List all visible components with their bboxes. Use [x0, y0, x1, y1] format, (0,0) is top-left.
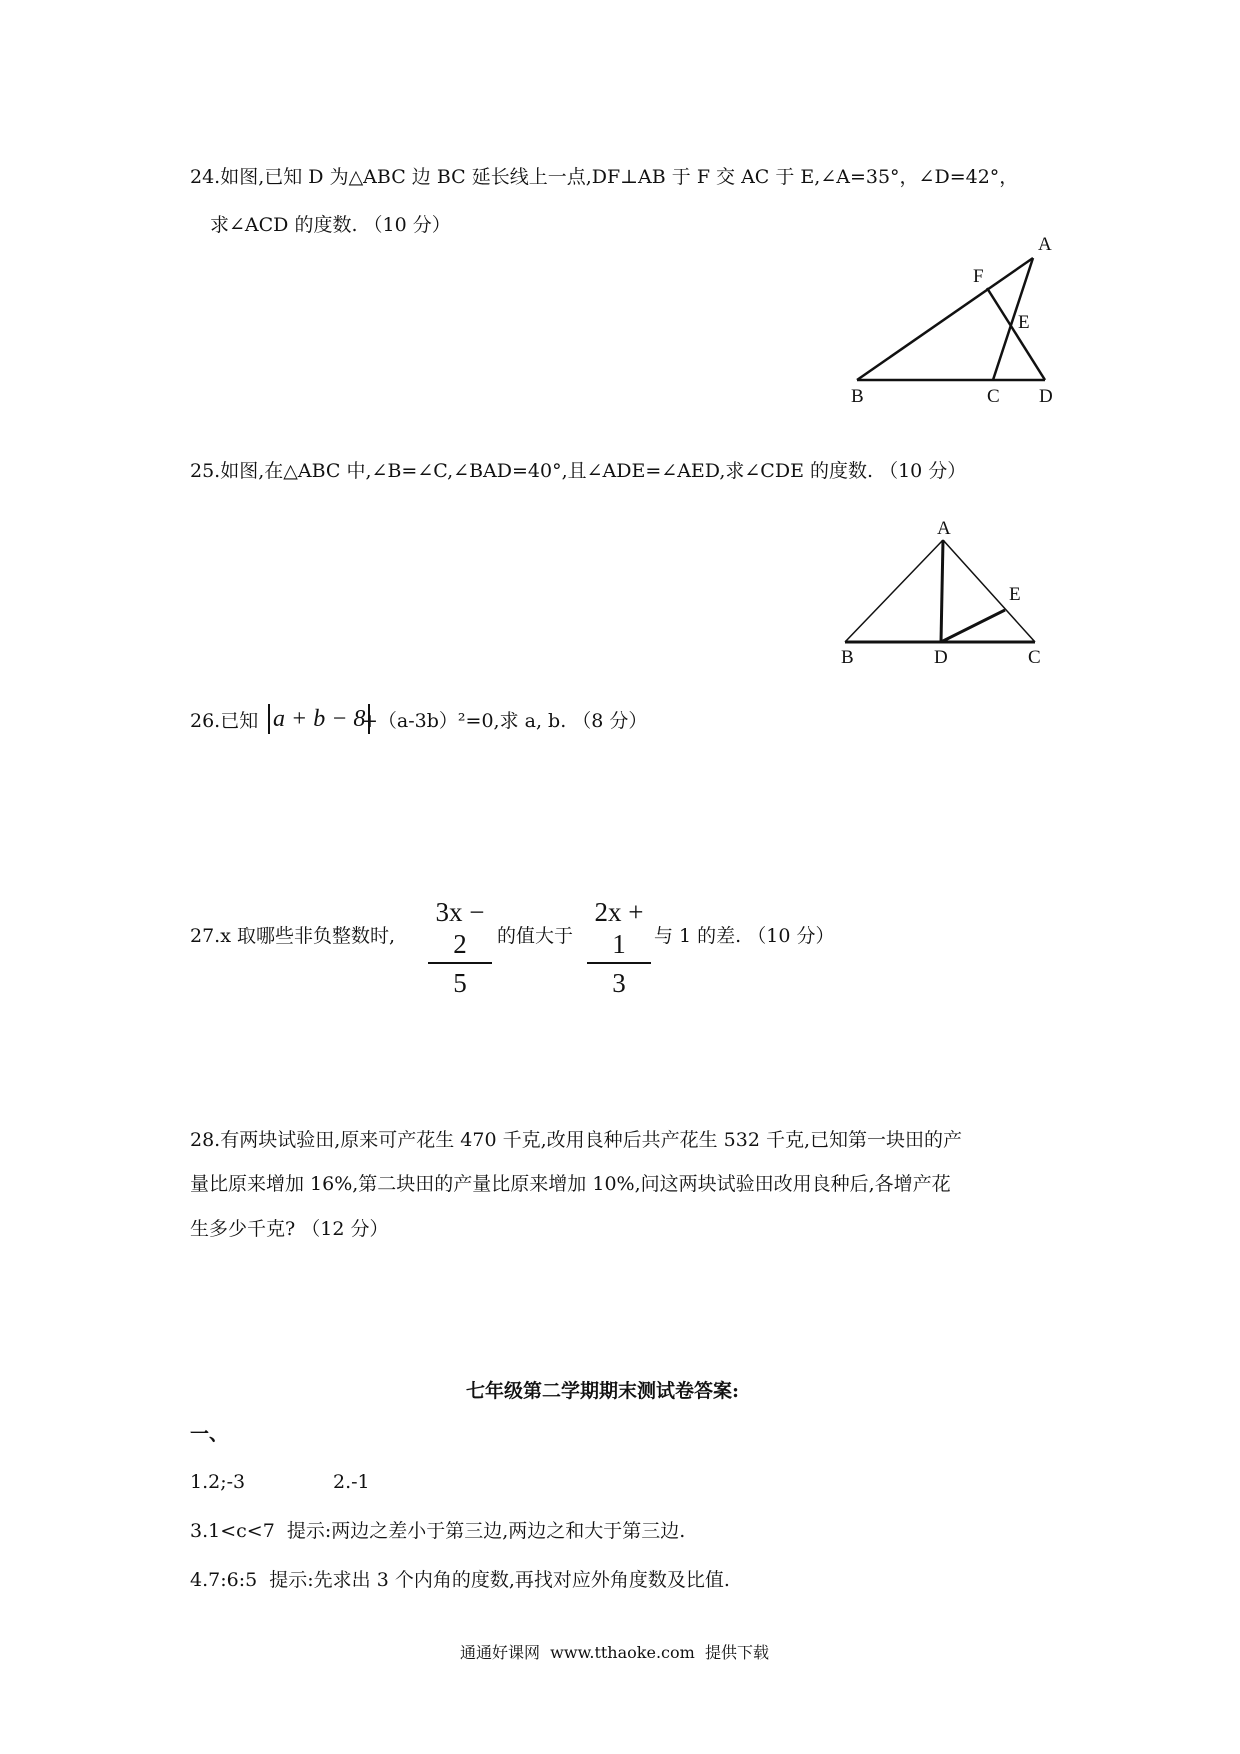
q27-fraction-2	[587, 896, 651, 999]
answers-section-heading: 一、	[190, 1423, 229, 1445]
q27-middle: 的值大于	[497, 925, 574, 947]
q25-label-D: D	[934, 647, 948, 668]
q27-fraction-1-bar	[428, 962, 492, 964]
q24-figure	[835, 230, 1055, 410]
q28-line3: 生多少千克? （12 分）	[190, 1218, 389, 1240]
q27-fraction-1-numerator: 3x − 2	[435, 897, 485, 960]
q24-label-B: B	[851, 386, 864, 407]
q24-label-F: F	[973, 266, 984, 287]
q26-suffix: +（a-3b）²=0,求 a, b. （8 分）	[362, 710, 648, 732]
q28-line2: 量比原来增加 16%,第二块田的产量比原来增加 10%,问这两块试验田改用良种后,各增产花	[190, 1173, 951, 1195]
answer-1: 1.2;-3	[190, 1471, 246, 1493]
q25-segment-DE	[941, 610, 1005, 642]
answers-title: 七年级第二学期期末测试卷答案:	[466, 1380, 740, 1402]
page-footer: 通通好课网 www.tthaoke.com 提供下载	[460, 1643, 769, 1662]
answer-4: 4.7:6:5 提示:先求出 3 个内角的度数,再找对应外角度数及比值.	[190, 1569, 730, 1591]
answer-2: 2.-1	[333, 1471, 370, 1493]
q24-label-A: A	[1038, 234, 1052, 255]
q24-label-C: C	[987, 386, 1000, 407]
q24-line2: 求∠ACD 的度数. （10 分）	[210, 214, 451, 236]
q25-label-C: C	[1028, 647, 1041, 668]
q25-line1: 25.如图,在△ABC 中,∠B=∠C,∠BAD=40°,且∠ADE=∠AED,求∠CDE 的度数. （10 分）	[190, 460, 967, 482]
q27-suffix: 与 1 的差. （10 分）	[654, 925, 835, 947]
q26-absolute-value: a + b − 8	[268, 704, 370, 734]
q27-fraction-1-denominator: 5	[453, 967, 467, 998]
q25-segment-AC	[943, 540, 1035, 642]
q25-label-A: A	[937, 518, 951, 539]
q24-segment-FD	[987, 288, 1045, 380]
q25-label-E: E	[1009, 584, 1021, 605]
q27-fraction-2-bar	[587, 962, 651, 964]
q24-line1: 24.如图,已知 D 为△ABC 边 BC 延长线上一点,DF⊥AB 于 F 交 AC 于 E,∠A=35°，∠D=42°，	[190, 166, 1019, 188]
q25-segment-AB	[845, 540, 943, 642]
q25-figure	[835, 510, 1045, 670]
q25-segment-AD	[941, 540, 943, 642]
q27-prefix: 27.x 取哪些非负整数时,	[190, 925, 396, 947]
q26-prefix: 26.已知	[190, 710, 259, 732]
answer-3: 3.1<c<7 提示:两边之差小于第三边,两边之和大于第三边.	[190, 1520, 686, 1542]
q28-line1: 28.有两块试验田,原来可产花生 470 千克,改用良种后共产花生 532 千克,已知第一块田的产	[190, 1129, 963, 1151]
q27-fraction-2-numerator: 2x + 1	[594, 897, 644, 960]
q25-label-B: B	[841, 647, 854, 668]
q24-label-E: E	[1018, 312, 1030, 333]
q24-label-D: D	[1039, 386, 1053, 407]
q27-fraction-1	[428, 896, 492, 999]
q27-fraction-2-denominator: 3	[612, 967, 626, 998]
